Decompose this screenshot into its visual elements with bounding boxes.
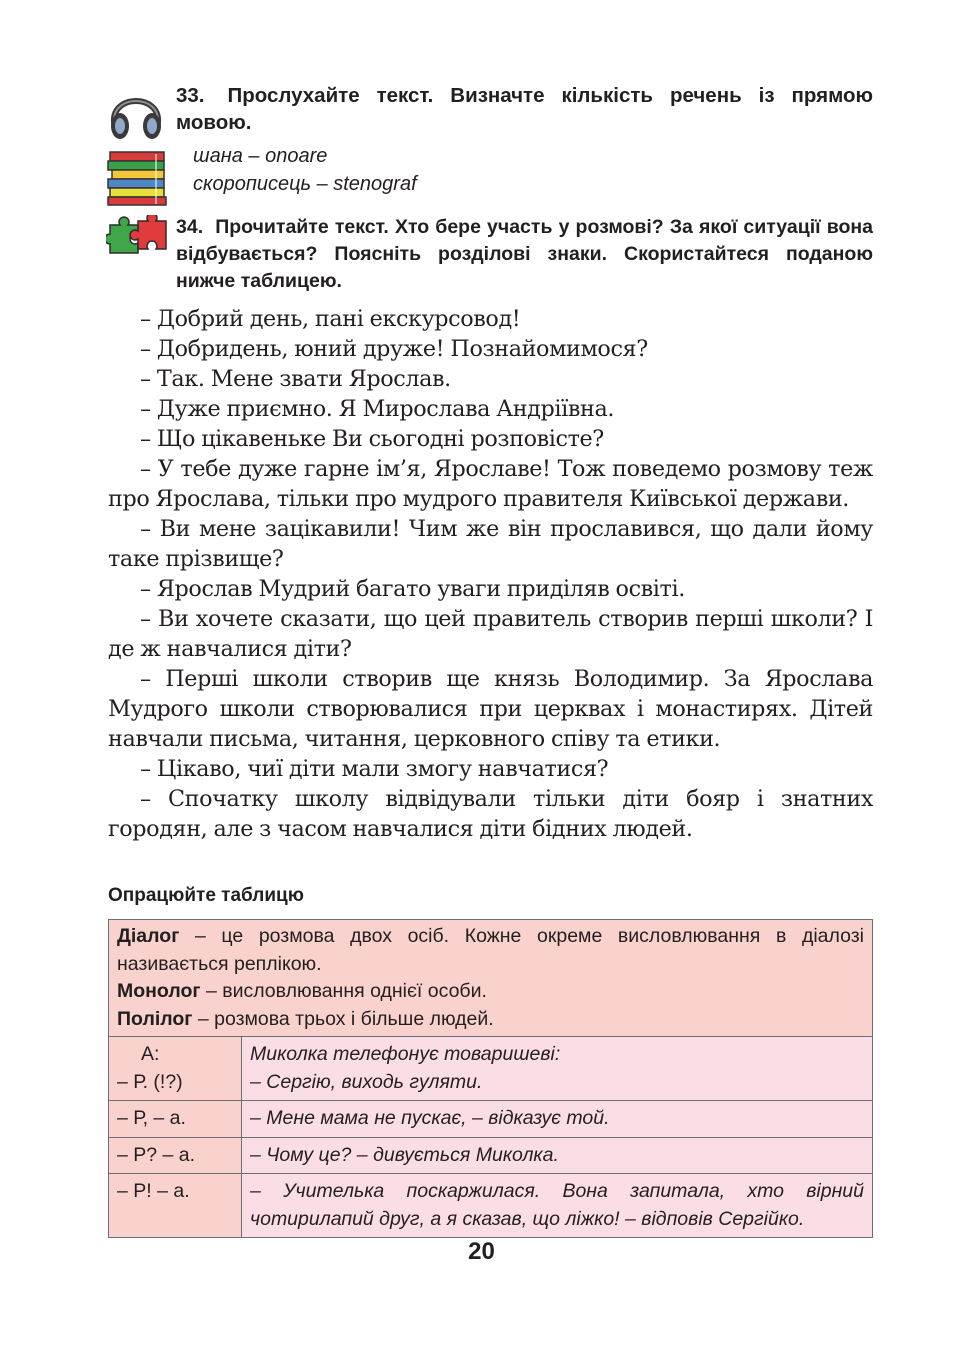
table-row	[109, 1174, 873, 1238]
dialogue-line: – Так. Мене звати Ярослав.	[140, 366, 451, 392]
table-row	[109, 1137, 873, 1174]
example-cell: – Чому це? – дивується Миколка.	[242, 1137, 873, 1174]
vocabulary-list	[193, 142, 417, 198]
definition-term: Полілог	[117, 1007, 193, 1030]
definition-text: – розмова трьох і більше людей.	[192, 1007, 494, 1030]
task-33	[176, 82, 873, 136]
books-icon	[106, 150, 168, 206]
definition-term: Діалог	[117, 925, 180, 947]
dialogue-line: – Ви мене зацікавили! Чим же він прославився, що дали йому таке прізвище?	[108, 516, 873, 572]
table-title: Опрацюйте таблицю	[108, 885, 304, 906]
definition-monologue	[117, 978, 864, 1006]
scheme-cell	[109, 1037, 242, 1101]
dialogue-line: – Ярослав Мудрий багато уваги приділяв освіті.	[140, 576, 685, 602]
scheme-cell: – Р, – а.	[109, 1101, 242, 1138]
example-line: Миколка телефонує товаришеві:	[250, 1043, 561, 1065]
table-row	[109, 1037, 873, 1101]
dialogue-line: – Ви хочете сказати, що цей правитель створив перші школи? І де ж навчалися діти?	[108, 606, 873, 662]
definitions-cell	[109, 920, 873, 1037]
task-34	[176, 214, 873, 295]
definition-text: – це розмова двох осіб. Кожне окреме висловлювання в діалозі називається реплікою.	[117, 925, 864, 975]
scheme-line: – Р. (!?)	[117, 1070, 183, 1093]
task-33-text: Прослухайте текст. Визначте кількість речень із прямою мовою.	[176, 84, 873, 134]
page-number: 20	[468, 1238, 495, 1265]
definition-text: – висловлювання однієї особи.	[200, 980, 487, 1002]
dialogue-line: – У тебе дуже гарне ім’я, Ярославе! Тож поведемо розмову теж про Ярослава, тільки про мудрого правителя Київської держави.	[108, 456, 873, 512]
task-33-number: 33.	[176, 84, 205, 107]
example-cell: – Мене мама не пускає, – відказує той.	[242, 1101, 873, 1138]
puzzle-icon	[106, 215, 170, 255]
table-row	[109, 1101, 873, 1138]
definition-dialogue	[117, 923, 864, 978]
headphones-icon	[106, 82, 166, 142]
vocabulary-item: шана – onoare	[193, 145, 328, 167]
dialogue-line: – Добридень, юний друже! Познайомимося?	[140, 336, 648, 362]
dialogue-line: – Добрий день, пані екскурсовод!	[140, 306, 521, 332]
task-34-text: Прочитайте текст. Хто бере участь у розмові? За якої ситуації вона відбувається? Поясніть розділові знаки. Скористайтеся поданою нижче таблицею.	[176, 216, 874, 292]
dialogue-line: – Що цікавеньке Ви сьогодні розповісте?	[140, 426, 604, 452]
dialogue-line: – Перші школи створив ще князь Володимир. За Ярослава Мудрого школи створювалися при церквах і монастирях. Дітей навчали письма, читання, церковного співу та етики.	[108, 666, 873, 752]
dialogue-line: – Спочатку школу відвідували тільки діти бояр і знатних городян, але з часом навчалися діти бідних людей.	[108, 786, 873, 842]
dialogue-rules-table	[108, 919, 873, 1238]
example-cell	[242, 1037, 873, 1101]
example-cell: – Учителька поскаржилася. Вона запитала, хто вірний чотирилапий друг, а я сказав, що ліжко! – відповів Сергійко.	[242, 1174, 873, 1238]
scheme-cell: – Р! – а.	[109, 1174, 242, 1238]
task-34-number: 34.	[176, 216, 204, 238]
definition-term: Монолог	[117, 980, 201, 1002]
vocabulary-item: скорописець – stenograf	[193, 173, 417, 195]
scheme-cell: – Р? – а.	[109, 1137, 242, 1174]
dialogue-line: – Цікаво, чиї діти мали змогу навчатися?	[140, 756, 609, 782]
definition-polylogue	[117, 1006, 864, 1034]
example-line: – Сергію, виходь гуляти.	[250, 1070, 483, 1093]
table-row	[109, 920, 873, 1037]
scheme-line: А:	[141, 1043, 160, 1065]
dialogue-text	[108, 304, 873, 844]
dialogue-line: – Дуже приємно. Я Мирослава Андріївна.	[140, 396, 615, 422]
